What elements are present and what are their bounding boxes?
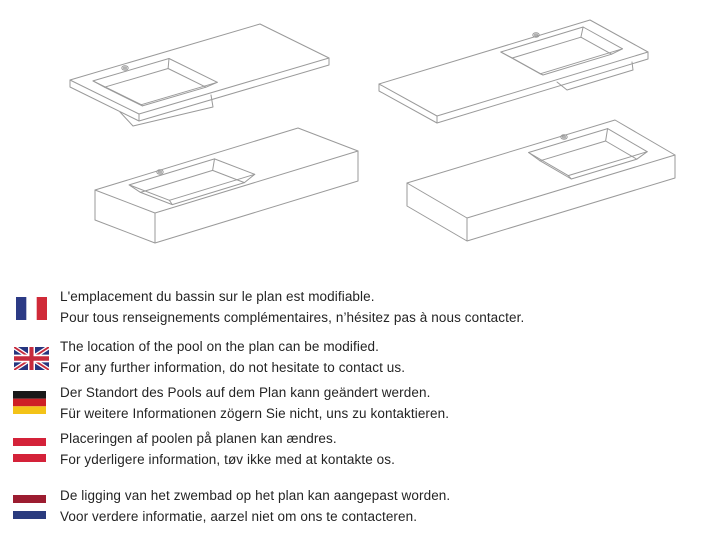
- notice-line-1: De ligging van het zwembad op het plan kan aangepast worden.: [60, 488, 451, 503]
- notice-line-2: For yderligere information, tøv ikke med at kontakte os.: [60, 451, 395, 467]
- flag-united-kingdom-icon: [14, 347, 49, 370]
- flag-stripe: [13, 495, 46, 503]
- faucet-hole-center: [563, 136, 566, 138]
- faucet-hole-center: [535, 34, 538, 36]
- countertop-side-faces: [95, 151, 358, 243]
- faucet-hole-icon: [122, 66, 128, 70]
- countertop-top-face: [407, 120, 675, 218]
- countertop-top-face: [70, 24, 329, 114]
- notice-line-2: For any further information, do not hesitate to contact us.: [60, 359, 406, 375]
- diagram-slim-countertop-basin-left-icon: [60, 18, 335, 130]
- flag-stripe: [13, 446, 46, 454]
- countertop-side-faces: [379, 52, 648, 123]
- notice-line-1: The location of the pool on the plan can be modified.: [60, 339, 380, 354]
- diagram-thick-countertop-basin-left-icon: [88, 120, 363, 248]
- flag-austria-icon: [13, 438, 46, 462]
- notice-line-1: Placeringen af poolen på planen kan ændres.: [60, 431, 337, 446]
- flag-stripe: [13, 454, 46, 462]
- flag-germany-icon: [13, 391, 46, 414]
- flag-netherlands-icon: [13, 495, 46, 519]
- flag-stripe: [13, 438, 46, 446]
- flag-stripe: [13, 391, 46, 399]
- faucet-hole-center: [124, 67, 127, 69]
- basin-corner-edges: [93, 59, 217, 106]
- notice-line-2: Voor verdere informatie, aarzel niet om ons te contacteren.: [60, 508, 418, 524]
- notice-line-2: Pour tous renseignements complémentaires, n’hésitez pas à nous contacter.: [60, 309, 525, 325]
- faucet-hole-center: [159, 171, 162, 173]
- notice-austria: [0, 429, 720, 475]
- flag-stripe: [16, 297, 26, 320]
- flag-stripe: [26, 297, 36, 320]
- notice-germany: [0, 383, 720, 429]
- countertop-top-face: [95, 128, 358, 213]
- basin-rim: [93, 59, 217, 105]
- notice-france: [0, 287, 720, 333]
- flag-stripe: [13, 399, 46, 407]
- flag-stripe: [13, 503, 46, 511]
- basin-bottom: [540, 141, 637, 179]
- diagram-thick-countertop-basin-right-icon: [402, 117, 692, 247]
- flag-stripe: [13, 511, 46, 519]
- flag-stripe: [37, 297, 47, 320]
- basin-corner-edges: [529, 129, 648, 179]
- notice-line-1: Der Standort des Pools auf dem Plan kann geändert werden.: [60, 385, 431, 400]
- flag-stripe: [13, 406, 46, 414]
- countertop-top-face: [379, 20, 648, 116]
- flag-france-icon: [16, 297, 47, 320]
- countertop-side-faces: [407, 155, 675, 241]
- basin-bottom: [141, 170, 245, 204]
- basin-bottom: [512, 37, 611, 75]
- notice-line-2: Für weitere Informationen zögern Sie nicht, uns zu kontaktieren.: [60, 405, 450, 421]
- notice-united-kingdom: [0, 337, 720, 383]
- notice-line-1: L'emplacement du bassin sur le plan est modifiable.: [60, 289, 375, 304]
- notice-netherlands: [0, 486, 720, 532]
